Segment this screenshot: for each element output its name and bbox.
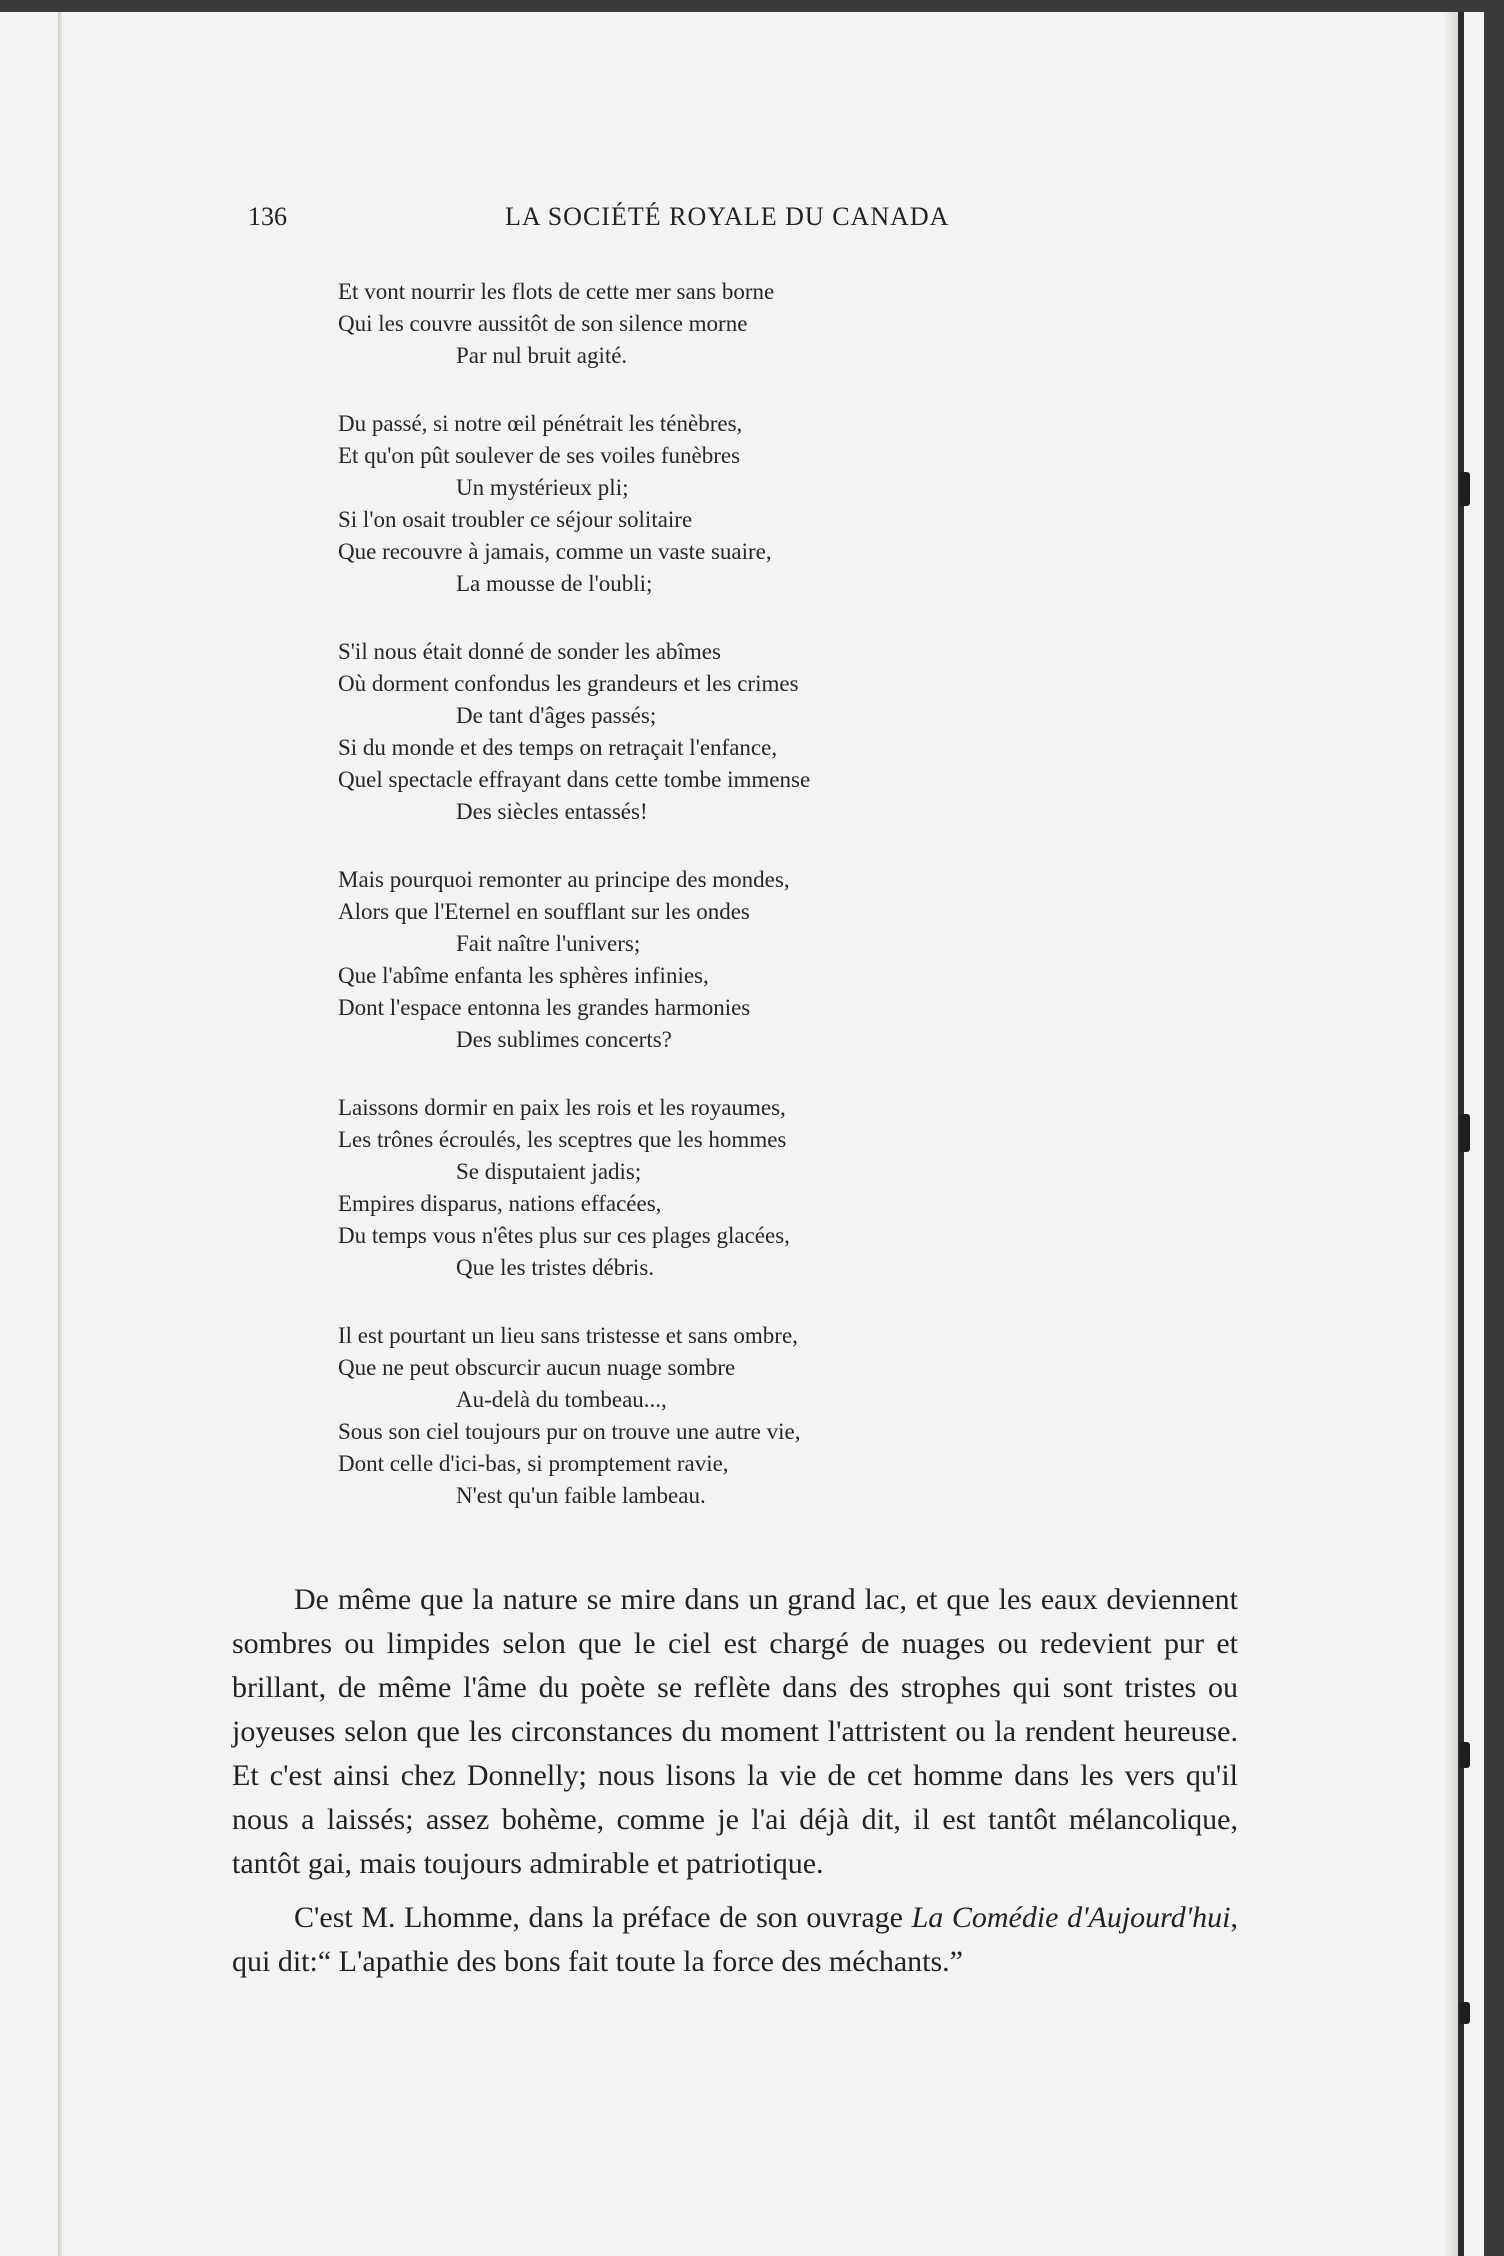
poem-line: S'il nous était donné de sonder les abîmes [338, 639, 721, 664]
poem-line: Que ne peut obscurcir aucun nuage sombre [338, 1355, 736, 1380]
poem-line: Sous son ciel toujours pur on trouve une autre vie, [338, 1419, 801, 1444]
poem-line: Qui les couvre aussitôt de son silence morne [338, 311, 748, 336]
poem-line: Et qu'on pût soulever de ses voiles funèbres [338, 443, 741, 468]
poem-line: N'est qu'un faible lambeau. [456, 1483, 706, 1508]
stanza [338, 1092, 1038, 1284]
poem-line: Que l'abîme enfanta les sphères infinies, [338, 963, 709, 988]
binding-mark [1460, 2002, 1470, 2024]
poem-line: Au-delà du tombeau..., [456, 1387, 667, 1412]
poem-line: Dont l'espace entonna les grandes harmonies [338, 995, 751, 1020]
poem [338, 276, 1038, 1548]
poem-line: Des sublimes concerts? [456, 1027, 672, 1052]
poem-line: Mais pourquoi remonter au principe des mondes, [338, 867, 790, 892]
poem-line: Fait naître l'univers; [456, 931, 641, 956]
stanza [338, 864, 1038, 1056]
poem-line: Des siècles entassés! [456, 799, 648, 824]
poem-line: Du passé, si notre œil pénétrait les ténèbres, [338, 411, 743, 436]
poem-line: Et vont nourrir les flots de cette mer sans borne [338, 279, 775, 304]
poem-line: Empires disparus, nations effacées, [338, 1191, 662, 1216]
binding-mark [1460, 1114, 1470, 1152]
paragraph-text: C'est M. Lhomme, dans la préface de son ouvrage [294, 1901, 912, 1934]
poem-line: Où dorment confondus les grandeurs et les crimes [338, 671, 799, 696]
poem-line: Quel spectacle effrayant dans cette tombe immense [338, 767, 811, 792]
poem-line: Que les tristes débris. [456, 1255, 655, 1280]
poem-line: De tant d'âges passés; [456, 703, 657, 728]
binding-mark [1460, 1742, 1470, 1768]
poem-line: Les trônes écroulés, les sceptres que les hommes [338, 1127, 787, 1152]
poem-line: Si l'on osait troubler ce séjour solitaire [338, 507, 693, 532]
poem-line: Se disputaient jadis; [456, 1159, 642, 1184]
stanza [338, 408, 1038, 600]
binding-gutter [58, 12, 62, 2256]
book-title: La Comédie d'Aujourd'hui [911, 1901, 1231, 1934]
running-title: LA SOCIÉTÉ ROYALE DU CANADA [505, 202, 950, 231]
running-head [248, 202, 1248, 242]
body-text [232, 1578, 1238, 1994]
stanza [338, 1320, 1038, 1512]
poem-line: Laissons dormir en paix les rois et les royaumes, [338, 1095, 786, 1120]
paragraph [232, 1896, 1238, 1984]
poem-line: Alors que l'Eternel en soufflant sur les ondes [338, 899, 750, 924]
poem-line: Par nul bruit agité. [456, 343, 628, 368]
poem-line: Il est pourtant un lieu sans tristesse et sans ombre, [338, 1323, 798, 1348]
binding-mark [1460, 472, 1470, 506]
stanza [338, 276, 1038, 372]
poem-line: Si du monde et des temps on retraçait l'enfance, [338, 735, 778, 760]
paragraph-text: , qui dit:“ L'apathie des bons fait toute la force des méchants.” [232, 1901, 1238, 1978]
poem-line: La mousse de l'oubli; [456, 571, 653, 596]
page-edge-shadow [1444, 12, 1458, 2256]
paragraph: De même que la nature se mire dans un grand lac, et que les eaux deviennent sombres ou limpides selon que le ciel est chargé de nuages ou redevient pur et brillant, de même l'âme du poète se reflète dans des strophes qui sont tristes ou joyeuses selon que les circonstances du moment l'attristent ou la rendent heureuse. Et c'est ainsi chez Donnelly; nous lisons la vie de cet homme dans les vers qu'il nous a laissés; assez bohème, comme je l'ai déjà dit, il est tantôt mélancolique, tantôt gai, mais toujours admirable et patriotique. [232, 1583, 1238, 1880]
scanned-page [0, 12, 1484, 2256]
page-number: 136 [248, 202, 287, 231]
poem-line: Que recouvre à jamais, comme un vaste suaire, [338, 539, 772, 564]
poem-line: Un mystérieux pli; [456, 475, 629, 500]
poem-line: Dont celle d'ici-bas, si promptement ravie, [338, 1451, 729, 1476]
poem-line: Du temps vous n'êtes plus sur ces plages glacées, [338, 1223, 790, 1248]
stanza [338, 636, 1038, 828]
